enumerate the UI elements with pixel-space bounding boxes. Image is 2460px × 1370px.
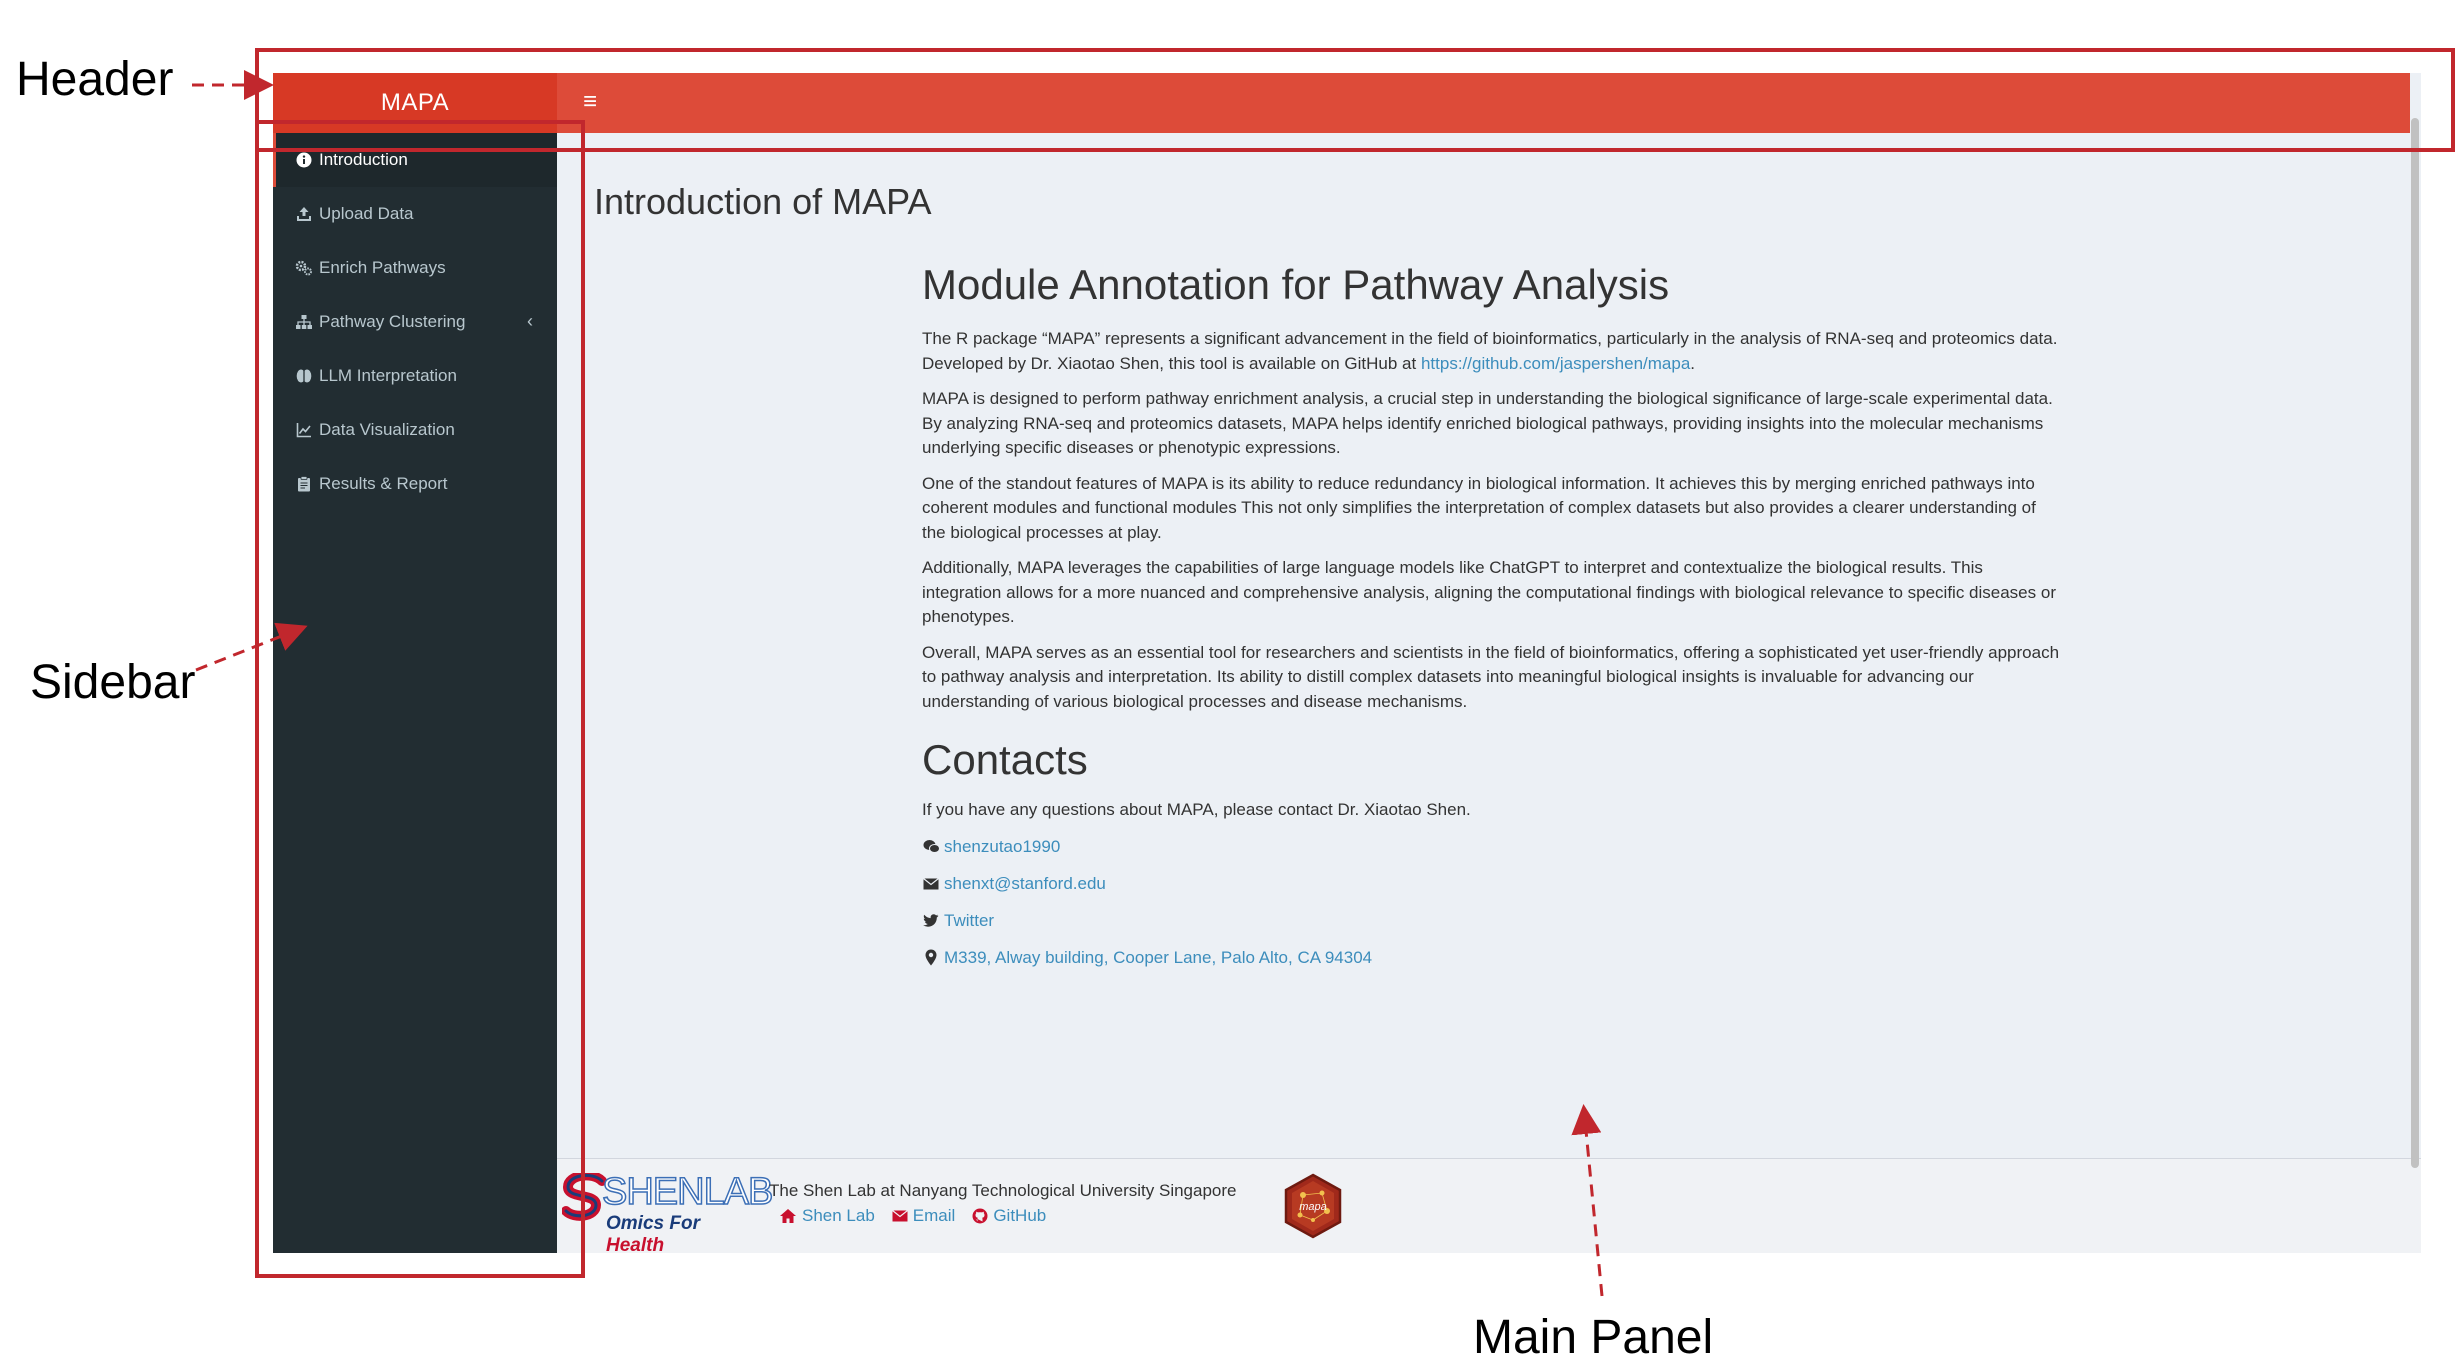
twitter-link[interactable]: Twitter [944,910,995,930]
paragraph-1-text: The R package “MAPA” represents a significant advancement in the field of bioinformatics, particularly in the analysis of RNA-seq and proteomics data. Developed by Dr. Xiaotao Shen, this tool is available on GitHub at [922,329,2058,373]
page-title: Introduction of MAPA [594,181,932,222]
paragraph-1-end: . [1690,353,1696,373]
mapa-hex-text: mapa [1299,1201,1327,1213]
email-link[interactable]: shenxt@stanford.edu [944,873,1106,893]
paragraph-3: One of the standout features of MAPA is its ability to reduce redundancy in biological information. It achieves this by merging enriched pathways into coherent modules and functional modules This not only simplifies the interpretation of complex datasets but also provides a clearer understanding of the biological processes at play. [922,473,2036,542]
shenlab-logo-text: SHENLAB [602,1171,773,1213]
footer-title: The Shen Lab at Nanyang Technological University Singapore [769,1181,1237,1200]
sidebar-item-label: Data Visualization [319,420,455,439]
contacts-heading: Contacts [922,736,1088,783]
header-annotation-label: Header [16,53,174,106]
sidebar-annotation-label: Sidebar [30,656,196,709]
chevron-left-icon[interactable]: ‹ [527,311,533,331]
paragraph-2: MAPA is designed to perform pathway enrichment analysis, a crucial step in understanding the biological significance of large-scale experimental data. By analyzing RNA-seq and proteomics datasets, MAPA helps identify enriched biological pathways, providing insights into the molecular mechanisms underlying specific diseases or phenotypic expressions. [922,389,2053,457]
contacts-intro: If you have any questions about MAPA, please contact Dr. Xiaotao Shen. [922,800,1471,819]
shenlab-tagline: Omics For Health [606,1213,700,1256]
sidebar-toggle-icon[interactable]: ≡ [582,88,597,115]
sidebar-item-label: LLM Interpretation [319,366,457,385]
sidebar-item-label: Enrich Pathways [319,258,446,277]
address-link[interactable]: M339, Alway building, Cooper Lane, Palo Alto, CA 94304 [944,947,1373,967]
sidebar-item-label: Results & Report [319,474,448,493]
sidebar-item-label: Pathway Clustering [319,312,466,331]
footer-link-shen-lab[interactable]: Shen Lab [779,1206,875,1226]
github-repo-link[interactable]: https://github.com/jaspershen/mapa [1420,353,1691,373]
app-logo[interactable]: MAPA [273,73,557,133]
sidebar-arrow [196,628,302,670]
footer-link-email[interactable]: Email [892,1206,956,1226]
wechat-link[interactable]: shenzutao1990 [944,836,1061,856]
main-panel-arrow [1584,1110,1602,1296]
sidebar-item-label: Upload Data [319,204,414,223]
main-panel-annotation-label: Main Panel [1473,1311,1714,1364]
paragraph-5: Overall, MAPA serves as an essential tool for researchers and scientists in the field of bioinformatics, offering a sophisticated yet user-friendly approach to pathway analysis and interpretation. Its ability to distill complex datasets into meaningful biological insights is invaluable for advancing our understanding of various biological processes and disease mechanisms. [922,642,2060,711]
article-heading: Module Annotation for Pathway Analysis [922,261,1670,308]
paragraph-4: Additionally, MAPA leverages the capabilities of large language models like ChatGPT to interpret and contextualize the biological results. This integration allows for a more nuanced and comprehensive analysis, aligning the computational findings with biological relevance to specific diseases or phenotypes. [922,558,2056,626]
sidebar-item-label: Introduction [319,150,408,169]
footer-link-github[interactable]: GitHub [972,1206,1046,1226]
